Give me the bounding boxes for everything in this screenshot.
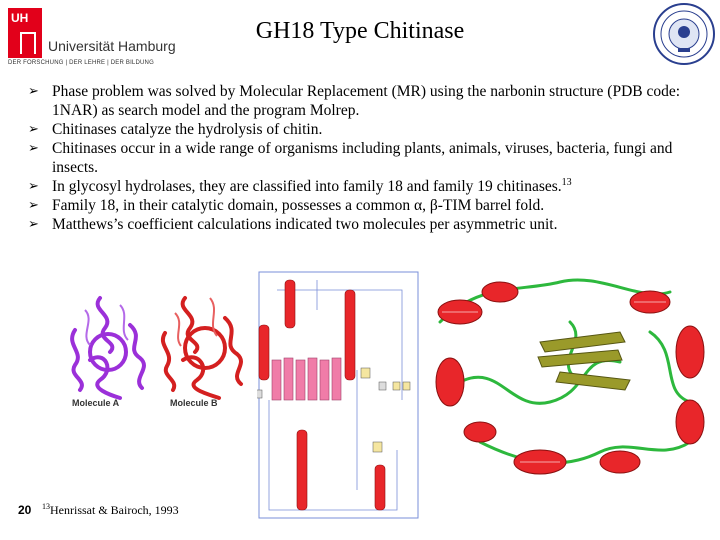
bullet-item <box>28 196 718 215</box>
slide-title: GH18 Type Chitinase <box>255 18 465 44</box>
arrow-bullet-icon: ➢ <box>28 179 39 194</box>
footnote <box>42 503 179 518</box>
bullet-text: Chitinases occur in a wide range of organisms including plants, animals, viruses, bacteria, fungi and insects. <box>52 140 673 176</box>
university-name: Universität Hamburg <box>48 38 176 54</box>
molecule-a-structure-image <box>60 290 155 410</box>
bullet-text: Phase problem was solved by Molecular Replacement (MR) using the narbonin structure (PDB code: 1NAR) as search model and the program Molrep. <box>52 83 681 119</box>
topology-diagram-image <box>257 270 420 520</box>
arrow-bullet-icon: ➢ <box>28 122 39 137</box>
ribbon-structure-image <box>420 262 718 490</box>
molecule-b-structure-image <box>155 288 255 410</box>
slide-number: 20 <box>18 503 32 517</box>
arrow-bullet-icon: ➢ <box>28 198 39 213</box>
arrow-bullet-icon: ➢ <box>28 84 39 99</box>
bullet-text: Chitinases catalyze the hydrolysis of chitin. <box>52 121 323 138</box>
arrow-bullet-icon: ➢ <box>28 217 39 232</box>
bullet-text: Family 18, in their catalytic domain, possesses a common α, β-TIM barrel fold. <box>52 197 545 214</box>
university-subline: DER FORSCHUNG | DER LEHRE | DER BILDUNG <box>8 60 154 66</box>
bullet-text: Matthews’s coefficient calculations indicated two molecules per asymmetric unit. <box>52 216 558 233</box>
university-seal-icon <box>652 2 716 66</box>
bullet-item <box>28 82 718 120</box>
footnote-text: Henrissat & Bairoch, 1993 <box>50 503 179 517</box>
uh-logo-mark: UH <box>11 11 29 25</box>
bullet-list <box>28 82 718 234</box>
bullet-item <box>28 215 718 234</box>
bullet-item <box>28 139 718 177</box>
bullet-text: In glycosyl hydrolases, they are classified into family 18 and family 19 chitinases. <box>52 178 562 195</box>
citation-superscript: 13 <box>561 176 572 188</box>
arrow-bullet-icon: ➢ <box>28 141 39 156</box>
molecule-a-label: Molecule A <box>72 398 120 408</box>
footnote-mark: 13 <box>42 502 50 511</box>
molecule-b-label: Molecule B <box>170 398 218 408</box>
bullet-item <box>28 177 718 196</box>
bullet-item <box>28 120 718 139</box>
